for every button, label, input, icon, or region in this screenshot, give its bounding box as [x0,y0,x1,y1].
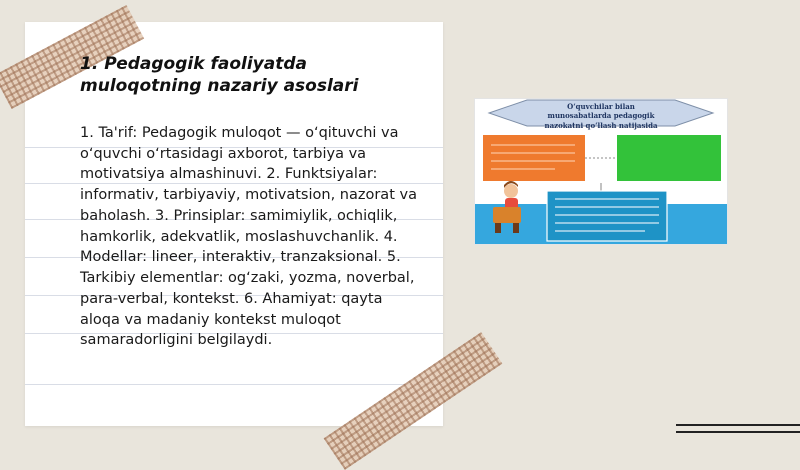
slide-body-text: 1. Ta'rif: Pedagogik muloqot — oʻqituvchi va oʻquvchi oʻrtasidagi axborot, tarbiya va motivatsiya almashinuvi. 2. Funktsiyalar: informativ, tarbiyaviy, motivatsion, nazorat va baholash. 3. Prinsiplar: samimiylik, ochiqlik, hamkorlik, adekvatlik, moslashuvchanlik. 4. Modellar: lineer, interaktiv, tranzaksional. 5. Tarkibiy elementlar: ogʻzaki, yozma, noverbal, para-verbal, kontekst. 6. Ahamiyat: qayta aloqa va madaniy kontekst muloqot samaradorligini belgilaydi. [80,125,417,349]
diagram-header-line: O‘quvchilar bilan [567,102,635,111]
diagram-header-line: nazokatni qo‘llash natijasida [544,120,658,130]
diagram-header-line: munosabatlarda pedagogik [547,111,655,121]
slide-title: 1. Pedagogik faoliyatda muloqotning nazariy asoslari [80,54,359,97]
diagram-image [474,98,728,245]
paper-rule [25,384,443,385]
diagram-left-box [483,135,585,181]
diagram-right-box [617,135,721,181]
diagram-header-text [535,102,667,130]
decorative-line [676,424,800,426]
decorative-lines [676,424,800,444]
decorative-line [676,431,800,433]
